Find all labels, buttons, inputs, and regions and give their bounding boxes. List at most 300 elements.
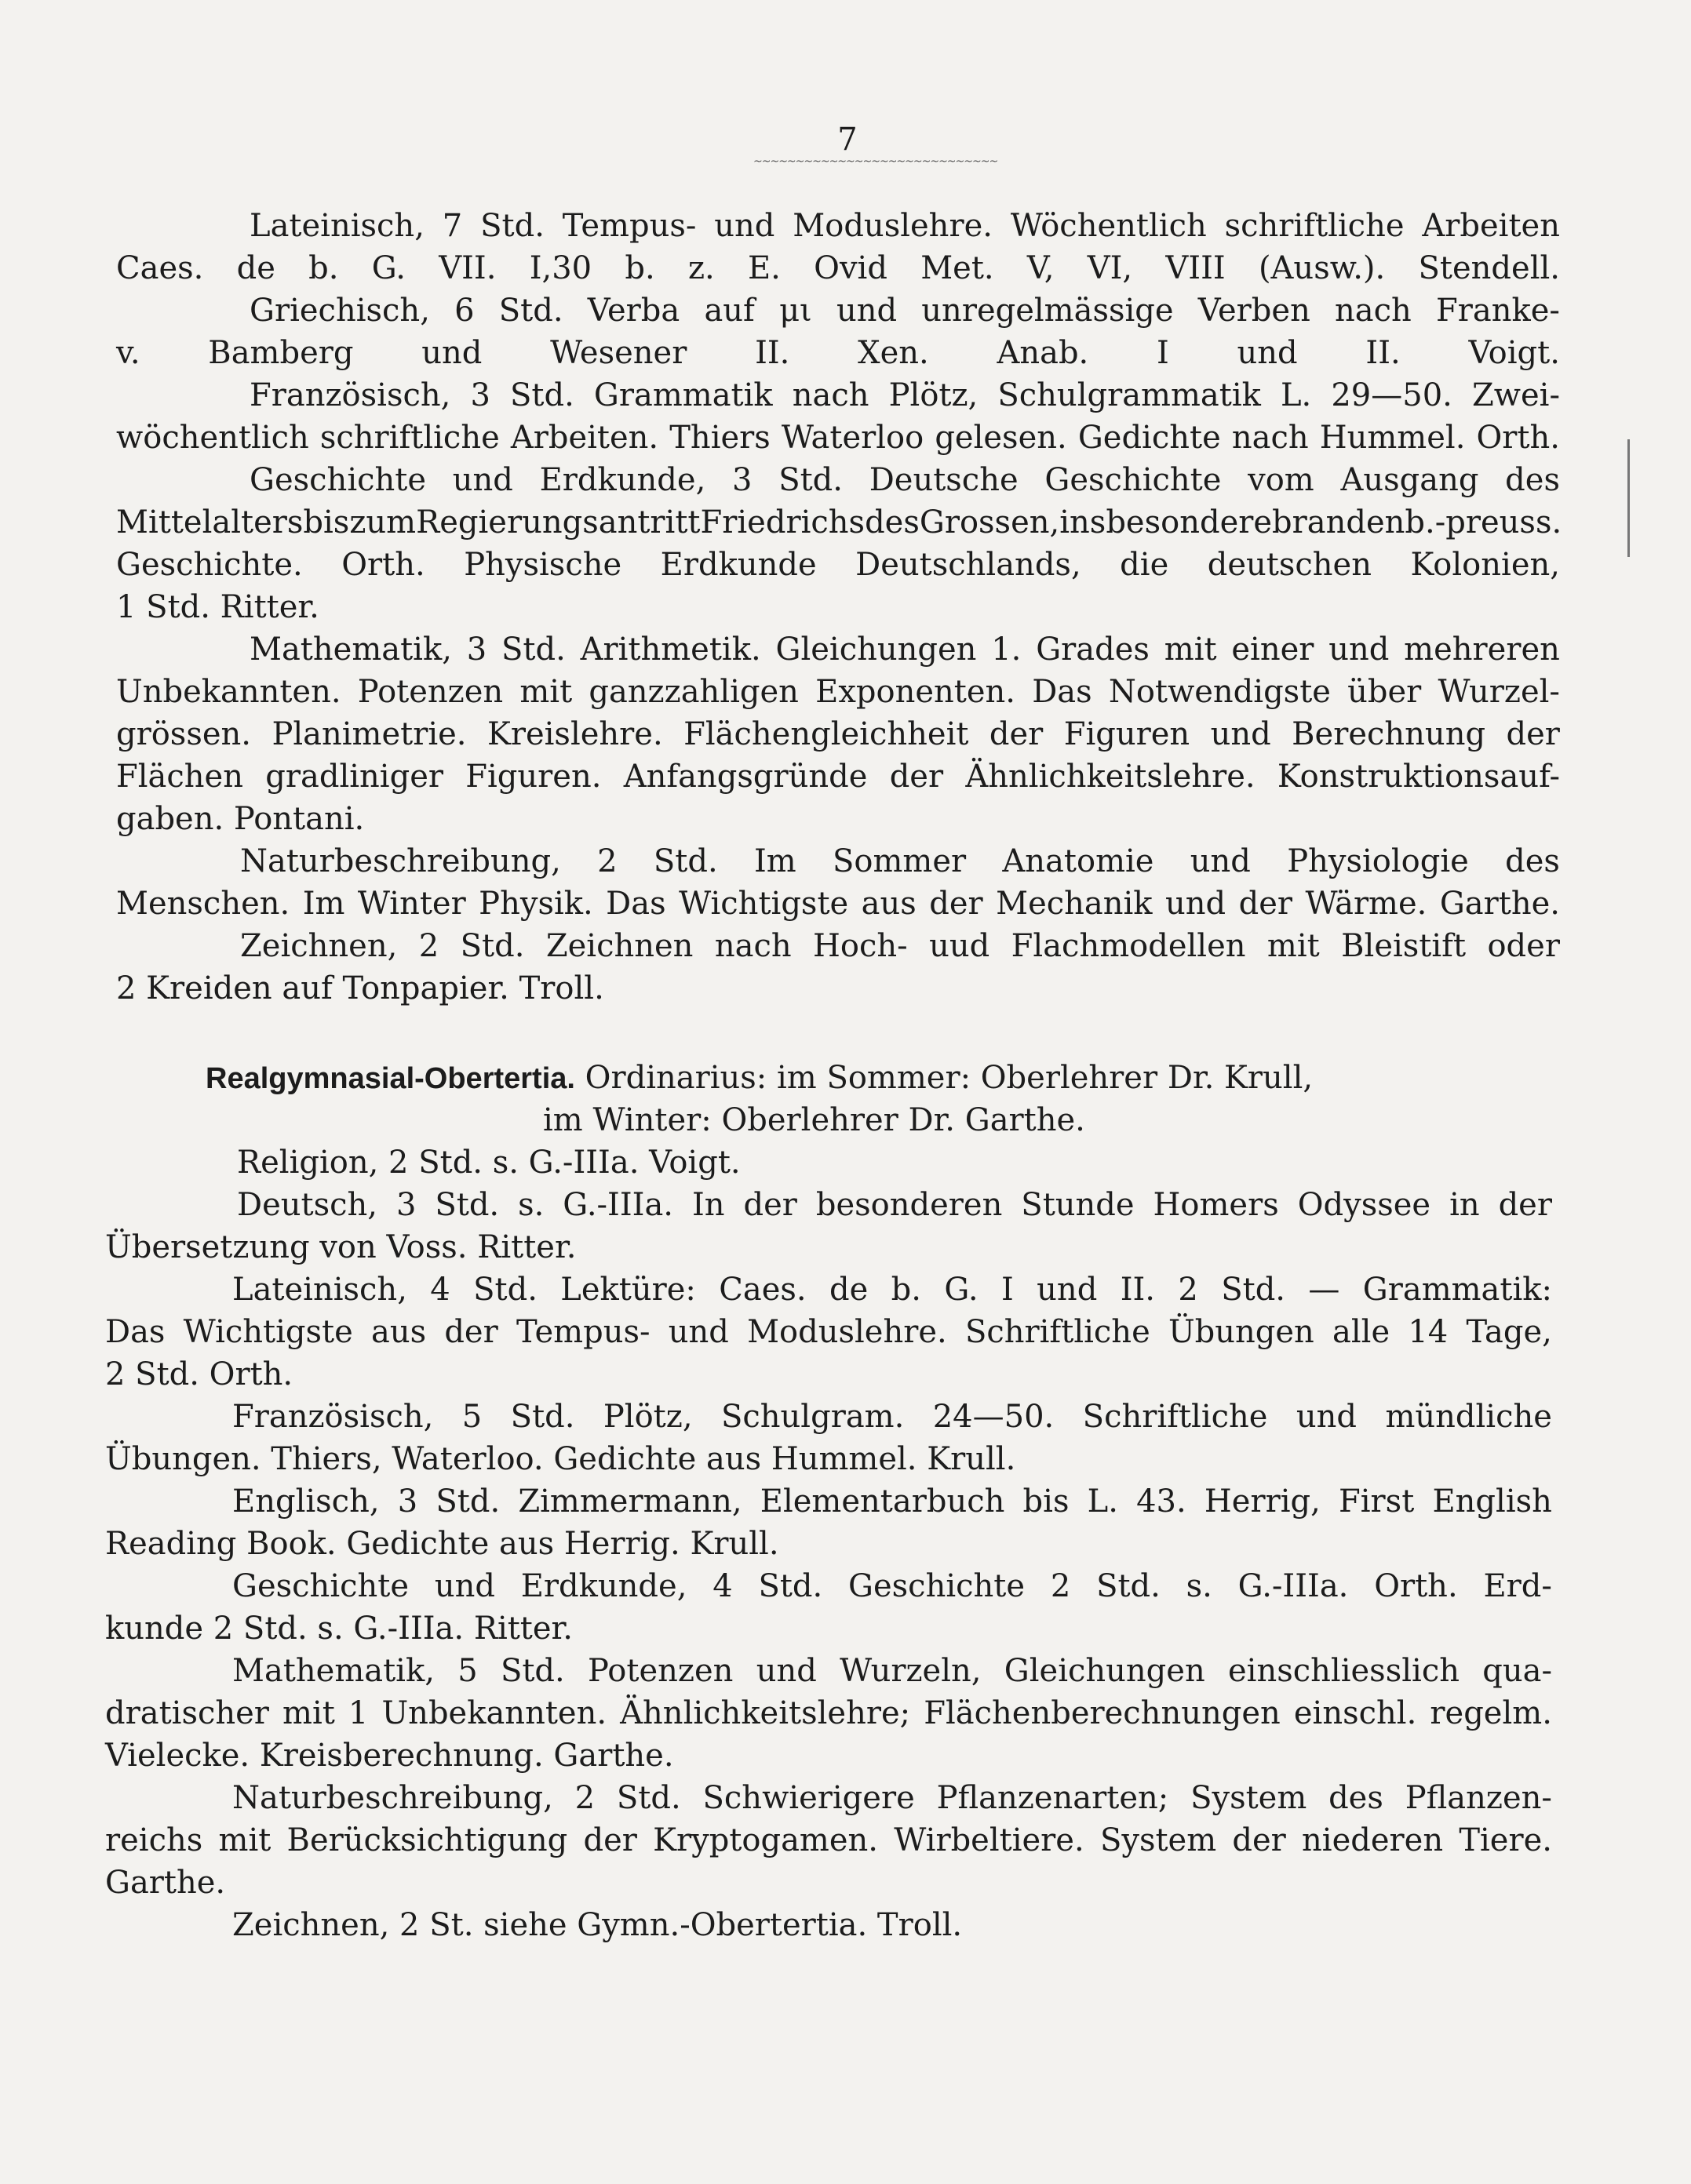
text-line	[116, 499, 1560, 546]
text-line: Zeichnen, 2 St. siehe Gymn.-Obertertia. Troll.	[232, 1907, 963, 1943]
word: Caes.	[116, 250, 204, 286]
word: und	[668, 1314, 729, 1350]
word: Regierungsantritt	[416, 504, 701, 541]
word: L.	[1280, 377, 1312, 413]
word: der	[1238, 886, 1292, 922]
word: des	[865, 504, 920, 541]
word: In	[691, 1187, 725, 1223]
word: English	[1432, 1483, 1552, 1520]
word: der	[444, 1314, 498, 1350]
text-line	[116, 668, 1560, 715]
word: reichs	[105, 1822, 203, 1858]
ornament-divider: ~~~~~~~~~~~~~~~~~~~~~~~~~~~~~	[753, 155, 998, 168]
word: unregelmässige	[921, 293, 1174, 329]
word: schriftliche	[319, 420, 500, 456]
binding-mark	[1627, 439, 1630, 557]
word: 14	[1408, 1314, 1449, 1350]
word: (Ausw.).	[1258, 250, 1386, 286]
word: Bleistift	[1341, 928, 1467, 964]
text-line	[105, 1309, 1552, 1356]
word: I	[1157, 335, 1169, 371]
word: b.	[625, 250, 655, 286]
word: qua-	[1482, 1653, 1552, 1689]
word: Konstruktionsauf-	[1277, 759, 1560, 795]
text-line	[232, 1647, 1552, 1694]
word: 1	[348, 1695, 369, 1731]
word: Mittelalters	[116, 504, 304, 541]
word: Thiers	[669, 420, 771, 456]
word: und	[421, 335, 483, 371]
word: 3	[466, 632, 487, 668]
word: μι	[779, 293, 812, 329]
word: 2	[574, 1780, 596, 1816]
word: Potenzen	[588, 1653, 734, 1689]
word: uud	[929, 928, 990, 964]
word: Arbeiten.	[510, 420, 659, 456]
word: der	[1506, 716, 1560, 752]
word: 2	[418, 928, 439, 964]
word: bis	[303, 504, 350, 541]
text-line: kunde 2 Std. s. G.-IIIa. Ritter.	[105, 1611, 573, 1647]
page-number: 7	[837, 122, 858, 158]
word: Figuren.	[465, 759, 602, 795]
word: V,	[1026, 250, 1055, 286]
word: Flächenberechnungen	[924, 1695, 1281, 1731]
word: Zwei-	[1471, 377, 1560, 413]
word: und	[836, 293, 898, 329]
word: schriftliche	[1224, 208, 1405, 244]
heading-detail: Ordinarius: im Sommer: Oberlehrer Dr. Krull,	[574, 1060, 1314, 1096]
word: Wärme.	[1305, 886, 1427, 922]
word: Ähnlichkeitslehre.	[965, 759, 1255, 795]
word: Verben	[1197, 293, 1310, 329]
word: Wirbeltiere.	[894, 1822, 1084, 1858]
word: Ovid	[814, 250, 887, 286]
word: Erdkunde,	[539, 462, 706, 498]
word: Plötz,	[888, 377, 979, 413]
word: Kolonien,	[1410, 547, 1560, 583]
word: z.	[687, 250, 715, 286]
word: 2	[1050, 1568, 1071, 1604]
word: Griechisch,	[250, 293, 430, 329]
word: Garthe.	[1439, 886, 1560, 922]
word: 2	[1178, 1272, 1198, 1308]
word: I	[1000, 1272, 1014, 1308]
word: Notwendigste	[1108, 674, 1331, 710]
word: Anatomie	[1002, 843, 1154, 879]
word: Planimetrie.	[272, 716, 467, 752]
word: Französisch,	[232, 1399, 434, 1435]
word: Met.	[920, 250, 994, 286]
word: Plötz,	[603, 1399, 693, 1435]
word: Mathematik,	[232, 1653, 435, 1689]
word: mit	[282, 1695, 335, 1731]
word: ganzzahligen	[589, 674, 799, 710]
word: aus	[370, 1314, 427, 1350]
word: zum	[349, 504, 417, 541]
word: 4	[712, 1568, 733, 1604]
word: Schulgram.	[720, 1399, 905, 1435]
word: Std.	[653, 843, 718, 879]
word: oder	[1487, 928, 1560, 964]
word: Gedichte	[1077, 420, 1221, 456]
text-line	[232, 1478, 1552, 1525]
word: Flächengleichheit	[683, 716, 969, 752]
word: Wurzel-	[1438, 674, 1560, 710]
word: Std.	[501, 632, 566, 668]
word: Deutsch,	[237, 1187, 377, 1223]
word: Orth.	[341, 547, 425, 583]
word: der	[889, 759, 944, 795]
word: Das	[105, 1314, 166, 1350]
word: Bamberg	[208, 335, 354, 371]
word: dratischer	[105, 1695, 269, 1731]
word: Französisch,	[250, 377, 451, 413]
word: 3	[470, 377, 490, 413]
word: L.	[1087, 1483, 1118, 1520]
word: Das	[606, 886, 666, 922]
word: Ähnlichkeitslehre;	[620, 1695, 911, 1731]
word: mündliche	[1385, 1399, 1552, 1435]
word: Unbekannten.	[116, 674, 341, 710]
word: Kryptogamen.	[653, 1822, 879, 1858]
text-line	[250, 287, 1560, 334]
text-line	[250, 372, 1560, 419]
word: Anfangsgründe	[623, 759, 868, 795]
word: Mechanik	[996, 886, 1153, 922]
word: Wesener	[550, 335, 687, 371]
text-line	[250, 457, 1560, 504]
word: Physik.	[479, 886, 593, 922]
text-line	[105, 1817, 1552, 1864]
word: Geschichte.	[116, 547, 303, 583]
word: Hummel.	[1319, 420, 1466, 456]
text-line	[105, 1690, 1552, 1737]
word: VII.	[439, 250, 497, 286]
word: und	[1165, 886, 1226, 922]
text-line	[250, 626, 1560, 673]
word: einer	[1231, 632, 1314, 668]
word: Tempus-	[516, 1314, 651, 1350]
word: einschliesslich	[1228, 1653, 1460, 1689]
word: Schriftliche	[964, 1314, 1150, 1350]
word: und	[1237, 335, 1298, 371]
word: Odyssee	[1297, 1187, 1431, 1223]
word: Arbeiten	[1422, 208, 1560, 244]
word: 3	[397, 1483, 418, 1520]
word: Naturbeschreibung,	[240, 843, 561, 879]
text-line	[116, 245, 1560, 292]
text-line	[116, 541, 1560, 588]
word: Wichtigste	[679, 886, 849, 922]
word: Anab.	[997, 335, 1089, 371]
word: Grammatik:	[1362, 1272, 1552, 1308]
word: Geschichte	[232, 1568, 410, 1604]
word: regelm.	[1430, 1695, 1552, 1731]
word: II.	[755, 335, 790, 371]
word: und	[1037, 1272, 1098, 1308]
word: Caes.	[719, 1272, 807, 1308]
word: bis	[1022, 1483, 1070, 1520]
word: Geschichte	[250, 462, 427, 498]
word: der	[1498, 1187, 1552, 1223]
word: der	[743, 1187, 797, 1223]
word: Im	[753, 843, 796, 879]
text-line	[116, 414, 1560, 461]
word: 2	[597, 843, 618, 879]
word: b.	[891, 1272, 921, 1308]
word: einschl.	[1293, 1695, 1417, 1731]
text-line: Religion, 2 Std. s. G.-IIIa. Voigt.	[237, 1145, 741, 1181]
word: Homers	[1153, 1187, 1279, 1223]
word: System	[1190, 1780, 1307, 1816]
word: Std.	[480, 208, 545, 244]
word: Zimmermann,	[518, 1483, 742, 1520]
text-line: Übersetzung von Voss. Ritter.	[105, 1229, 577, 1265]
word: Verba	[587, 293, 680, 329]
word: Berechnung	[1292, 716, 1486, 752]
text-line: Reading Book. Gedichte aus Herrig. Krull.	[105, 1526, 779, 1562]
word: G.-IIIa.	[563, 1187, 674, 1223]
text-line	[240, 838, 1560, 885]
text-line	[232, 1393, 1552, 1440]
word: Potenzen	[357, 674, 504, 710]
text-line: 2 Std. Orth.	[105, 1356, 293, 1392]
word: Waterloo	[781, 420, 924, 456]
word: mehreren	[1404, 632, 1560, 668]
word: Schriftliche	[1082, 1399, 1268, 1435]
word: 3	[395, 1187, 417, 1223]
word: nach	[1231, 420, 1309, 456]
word: Erdkunde,	[520, 1568, 687, 1604]
section-heading: Realgymnasial-Obertertia.	[206, 1062, 575, 1095]
text-line: Übungen. Thiers, Waterloo. Gedichte aus Hummel. Krull.	[105, 1441, 1016, 1477]
word: Orth.	[1476, 420, 1560, 456]
word: II.	[1365, 335, 1401, 371]
text-line	[116, 753, 1560, 800]
word: Deutschlands,	[855, 547, 1081, 583]
word: Std.	[1221, 1272, 1286, 1308]
word: b.	[308, 250, 339, 286]
word: 5	[457, 1653, 478, 1689]
word: 1.	[991, 632, 1022, 668]
word: Std.	[510, 377, 574, 413]
word: Grossen,	[919, 504, 1060, 541]
word: Mathematik,	[250, 632, 452, 668]
word: Wurzeln,	[840, 1653, 982, 1689]
word: VIII	[1165, 250, 1226, 286]
word: gradliniger	[265, 759, 443, 795]
word: Flachmodellen	[1011, 928, 1246, 964]
word: gelesen.	[935, 420, 1067, 456]
word: II.	[1120, 1272, 1156, 1308]
word: Franke-	[1436, 293, 1560, 329]
word: Std.	[436, 1483, 501, 1520]
text-line: im Winter: Oberlehrer Dr. Garthe.	[543, 1102, 1085, 1138]
word: Physische	[464, 547, 622, 583]
word: I,30	[529, 250, 592, 286]
word: Std.	[460, 928, 525, 964]
word: v.	[116, 335, 140, 371]
word: G.	[944, 1272, 979, 1308]
word: und	[452, 462, 513, 498]
word: 43.	[1136, 1483, 1186, 1520]
word: und	[1190, 843, 1251, 879]
word: s.	[518, 1187, 545, 1223]
word: Geschichte	[1044, 462, 1222, 498]
word: System	[1099, 1822, 1217, 1858]
word: de	[236, 250, 275, 286]
text-line	[232, 1563, 1552, 1610]
word: Gleichungen	[1004, 1653, 1205, 1689]
word: Pflanzen-	[1405, 1780, 1552, 1816]
text-line: Garthe.	[105, 1865, 226, 1901]
word: Std.	[758, 1568, 823, 1604]
word: 29—50.	[1331, 377, 1452, 413]
word: über	[1347, 674, 1422, 710]
word: Erd-	[1483, 1568, 1552, 1604]
word: und	[1210, 716, 1271, 752]
word: Lektüre:	[560, 1272, 696, 1308]
word: Sommer	[832, 843, 967, 879]
word: Lateinisch,	[250, 208, 425, 244]
word: Tage,	[1466, 1314, 1552, 1350]
word: Winter	[357, 886, 466, 922]
text-line: gaben. Pontani.	[116, 801, 365, 837]
text-line	[206, 1054, 1444, 1101]
word: nach	[714, 928, 792, 964]
word: Pflanzenarten;	[936, 1780, 1169, 1816]
word: Zeichnen,	[240, 928, 398, 964]
word: Xen.	[858, 335, 929, 371]
word: des	[1505, 843, 1560, 879]
word: —	[1308, 1272, 1340, 1308]
word: insbesondere	[1059, 504, 1273, 541]
word: des	[1328, 1780, 1383, 1816]
word: Erdkunde	[660, 547, 817, 583]
word: Wöchentlich	[1010, 208, 1207, 244]
word: Orth.	[1374, 1568, 1458, 1604]
word: Tiere.	[1459, 1822, 1552, 1858]
text-line	[237, 1181, 1552, 1228]
word: Menschen.	[116, 886, 290, 922]
word: Schulgrammatik	[997, 377, 1261, 413]
word: G.	[371, 250, 406, 286]
word: und	[714, 208, 775, 244]
word: Englisch,	[232, 1483, 380, 1520]
word: Exponenten.	[815, 674, 1016, 710]
text-line: Vielecke. Kreisberechnung. Garthe.	[105, 1738, 674, 1774]
word: mit	[1266, 928, 1320, 964]
word: Das	[1032, 674, 1092, 710]
text-line	[116, 880, 1560, 927]
word: 7	[442, 208, 463, 244]
word: und	[1328, 632, 1390, 668]
word: nach	[792, 377, 869, 413]
word: auf	[704, 293, 755, 329]
word: Std.	[498, 293, 563, 329]
word: Im	[302, 886, 345, 922]
word: Grades	[1036, 632, 1150, 668]
word: aus	[861, 886, 917, 922]
word: G.-IIIa.	[1237, 1568, 1349, 1604]
word: Übungen	[1168, 1314, 1314, 1350]
word: de	[829, 1272, 869, 1308]
word: und	[756, 1653, 817, 1689]
word: wöchentlich	[116, 420, 309, 456]
word: Unbekannten.	[381, 1695, 607, 1731]
word: 24—50.	[932, 1399, 1055, 1435]
word: Std.	[510, 1399, 575, 1435]
word: Hoch-	[813, 928, 908, 964]
word: Stendell.	[1418, 250, 1560, 286]
word: VI,	[1087, 250, 1133, 286]
word: nach	[1335, 293, 1412, 329]
word: mit	[519, 674, 573, 710]
word: Friedrichs	[700, 504, 866, 541]
word: 3	[732, 462, 753, 498]
text-line	[116, 329, 1560, 377]
word: und	[434, 1568, 495, 1604]
word: die	[1120, 547, 1169, 583]
word: der	[929, 886, 983, 922]
word: Lateinisch,	[232, 1272, 407, 1308]
word: Std.	[1096, 1568, 1161, 1604]
word: Wichtigste	[183, 1314, 353, 1350]
text-line: 2 Kreiden auf Tonpapier. Troll.	[116, 970, 604, 1006]
word: der	[583, 1822, 637, 1858]
text-line	[232, 1266, 1552, 1313]
word: Deutsche	[869, 462, 1019, 498]
word: Schwierigere	[702, 1780, 915, 1816]
word: Flächen	[116, 759, 243, 795]
word: Elementarbuch	[760, 1483, 1005, 1520]
word: vom	[1248, 462, 1314, 498]
word: mit	[218, 1822, 272, 1858]
word: Berücksichtigung	[286, 1822, 568, 1858]
word: in	[1449, 1187, 1480, 1223]
word: mit	[1164, 632, 1217, 668]
word: der	[1232, 1822, 1286, 1858]
word: Arithmetik.	[580, 632, 761, 668]
word: alle	[1332, 1314, 1390, 1350]
word: Stunde	[1021, 1187, 1135, 1223]
word: Zeichnen	[545, 928, 694, 964]
word: Voigt.	[1468, 335, 1560, 371]
word: des	[1505, 462, 1560, 498]
word: Std.	[473, 1272, 538, 1308]
word: Figuren	[1063, 716, 1190, 752]
text-line	[240, 923, 1560, 970]
word: Gleichungen	[775, 632, 977, 668]
word: s.	[1186, 1568, 1212, 1604]
word: Grammatik	[593, 377, 773, 413]
text-line	[250, 202, 1560, 249]
word: 5	[461, 1399, 483, 1435]
word: 6	[454, 293, 475, 329]
word: Physiologie	[1287, 843, 1469, 879]
word: 4	[430, 1272, 450, 1308]
word: Herrig,	[1204, 1483, 1321, 1520]
word: Std.	[435, 1187, 500, 1223]
word: Tempus-	[562, 208, 697, 244]
word: und	[1296, 1399, 1358, 1435]
word: Std.	[616, 1780, 681, 1816]
word: Kreislehre.	[487, 716, 663, 752]
word: der	[989, 716, 1044, 752]
word: Naturbeschreibung,	[232, 1780, 553, 1816]
word: niederen	[1302, 1822, 1444, 1858]
